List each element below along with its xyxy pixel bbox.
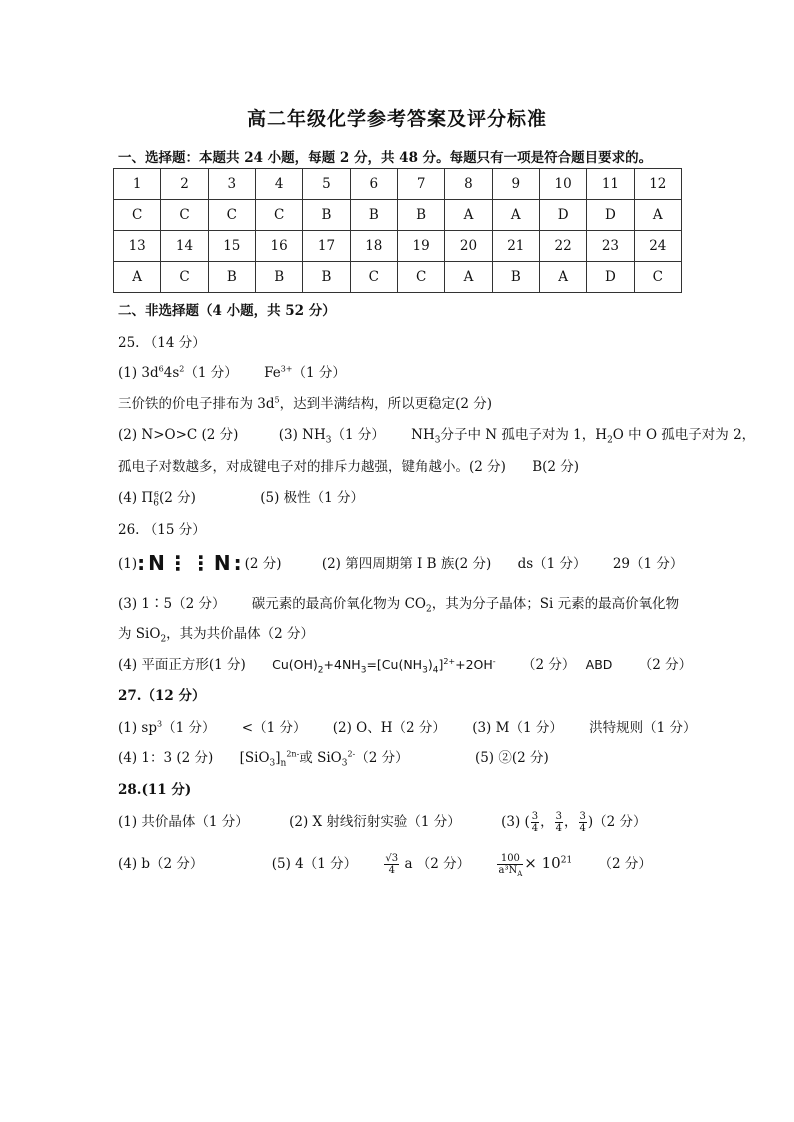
- answer-key: B: [303, 200, 350, 231]
- answer-key: B: [397, 200, 444, 231]
- question-number: 12: [634, 169, 681, 200]
- q26-line-2: (3) 1∶5（2 分） 碳元素的最高价氧化物为 $CO_2$，其为分子晶体；Si 元素的最高价氧化物: [118, 596, 680, 615]
- question-number: 10: [539, 169, 586, 200]
- q25-heading: 25. （14 分）: [118, 335, 206, 351]
- question-number: 11: [587, 169, 634, 200]
- q25-line-2: 三价铁的价电子排布为 $3d^5$，达到半满结构，所以更稳定(2 分): [118, 395, 493, 412]
- lewis-structure: :N⋮⋮N:: [137, 551, 245, 575]
- q25-part-2: (2) N>O>C (2 分): [118, 427, 239, 443]
- question-number: 13: [114, 231, 161, 262]
- q26-line-4: (4) 平面正方形(1 分) $Cu(OH)_2+4NH_3=[Cu(NH_3)_4]^{2+}+2OH^-$ （2 分） ABD （2 分）: [118, 656, 693, 676]
- answer-key: D: [539, 200, 586, 231]
- question-number: 4: [255, 169, 302, 200]
- question-number: 8: [445, 169, 492, 200]
- page-title: 高二年级化学参考答案及评分标准: [246, 108, 547, 130]
- q25-ion: $Fe^{3+}(1$ 分）: [264, 364, 346, 381]
- answer-key: A: [114, 262, 161, 293]
- question-number: 17: [303, 231, 350, 262]
- question-number: 20: [445, 231, 492, 262]
- answer-key: C: [161, 200, 208, 231]
- q25-line-4: 孤电子对数越多，对成键电子对的排斥力越强，键角越小。(2 分) B(2 分): [118, 459, 580, 475]
- density-expression: $\frac{100}{a^3N_A}$ × $10^{21}$: [498, 853, 573, 878]
- table-row: [114, 200, 682, 231]
- q28-line-1: (1) 共价晶体（1 分） (2) X 射线衍射实验（1 分） (3) ( $\frac{3}{4}$ ， $\frac{3}{4}$ ， $\frac{3}{4}$ )（2 分）: [118, 811, 647, 834]
- table-row: [114, 169, 682, 200]
- answer-key: A: [492, 200, 539, 231]
- answer-key: A: [445, 200, 492, 231]
- question-number: 2: [161, 169, 208, 200]
- section-choice-heading: 一、选择题：本题共 24 小题，每题 2 分，共 48 分。每题只有一项是符合题目要求的。: [118, 150, 653, 166]
- question-number: 22: [539, 231, 586, 262]
- q27-heading: 27.（12 分）: [118, 688, 206, 704]
- section-nonchoice-heading: 二、非选择题（4 小题，共 52 分）: [118, 303, 336, 319]
- fraction-sqrt3-over-4: $\frac{√3}{4}$ a （2 分）: [385, 853, 471, 876]
- answer-key: D: [587, 200, 634, 231]
- question-number: 14: [161, 231, 208, 262]
- table-row: [114, 262, 682, 293]
- answer-key: C: [350, 262, 397, 293]
- question-number: 18: [350, 231, 397, 262]
- q28-line-2: (4) b（2 分） (5) 4（1 分） $\frac{√3}{4}$ a （2 分） $\frac{100}{a^3N_A}$ × $10^{21}$ （2 分）: [118, 853, 652, 878]
- answer-key: C: [255, 200, 302, 231]
- question-number: 21: [492, 231, 539, 262]
- question-number: 24: [634, 231, 681, 262]
- answer-key: A: [539, 262, 586, 293]
- answer-key: B: [208, 262, 255, 293]
- q25-line-3: [118, 423, 756, 446]
- question-number: 6: [350, 169, 397, 200]
- answer-key: B: [255, 262, 302, 293]
- q26-line-1: (1):N⋮⋮N:(2 分) (2) 第四周期第 I B 族(2 分) ds（1 分） 29（1 分）: [118, 551, 684, 575]
- question-number: 16: [255, 231, 302, 262]
- q25-line-1: [118, 361, 346, 381]
- q27-line-2: (4) 1：3 (2 分) $[SiO_3]_n^{2n-}$或 SiO$_3^{2-}$（2 分） (5) ②(2 分): [118, 749, 549, 769]
- answer-key: C: [634, 262, 681, 293]
- table-row: [114, 231, 682, 262]
- answer-key: B: [303, 262, 350, 293]
- chemical-equation: $Cu(OH)_2+4NH_3=[Cu(NH_3)_4]^{2+}+2OH^-$: [272, 656, 496, 676]
- answer-key: C: [397, 262, 444, 293]
- answer-key: C: [114, 200, 161, 231]
- q25-part-3: (3) $NH_3(1$ 分）: [278, 427, 385, 446]
- question-number: 15: [208, 231, 255, 262]
- q25-part-3-reason: $NH_3$分子中 N 孤电子对为 1，$H_2O$ 中 O 孤电子对为 2，: [411, 427, 756, 446]
- question-number: 9: [492, 169, 539, 200]
- answer-key: B: [492, 262, 539, 293]
- coordinates: (3) ( $\frac{3}{4}$ ， $\frac{3}{4}$ ， $\frac{3}{4}$ )（2 分）: [501, 811, 647, 834]
- question-number: 5: [303, 169, 350, 200]
- answer-key: A: [445, 262, 492, 293]
- question-number: 1: [114, 169, 161, 200]
- answer-key: C: [161, 262, 208, 293]
- answer-key: A: [634, 200, 681, 231]
- q25-part-4: (4) $\Pi_6^6(2$ 分): [118, 489, 196, 509]
- question-number: 19: [397, 231, 444, 262]
- question-number: 3: [208, 169, 255, 200]
- q26-line-3: 为 SiO$_2$，其为共价晶体（2 分）: [118, 626, 315, 645]
- question-number: 23: [587, 231, 634, 262]
- q27-line-1: (1) $sp^3(1$ 分） <（1 分） (2) O、H（2 分） (3) M（1 分） 洪特规则（1 分）: [118, 719, 697, 736]
- answer-table: [113, 168, 682, 293]
- answer-key: D: [587, 262, 634, 293]
- q25-line-5: [118, 486, 365, 509]
- answer-key: B: [350, 200, 397, 231]
- q26-heading: 26. （15 分）: [118, 522, 206, 538]
- q28-heading: 28.(11 分): [118, 782, 192, 798]
- answer-key: C: [208, 200, 255, 231]
- q25-electron-config: (1) $3d^64s^2(1$ 分）: [118, 364, 238, 381]
- question-number: 7: [397, 169, 444, 200]
- q25-part-5: (5) 极性（1 分）: [260, 490, 365, 506]
